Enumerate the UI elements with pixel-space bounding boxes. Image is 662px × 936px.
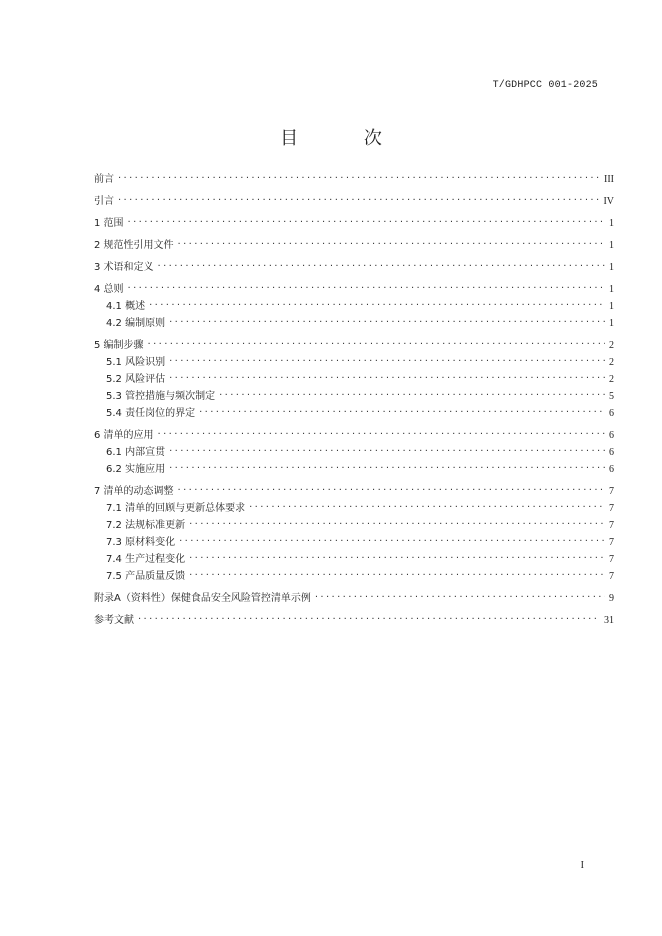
toc-entry-page: 7 — [609, 520, 614, 531]
toc-entry[interactable] — [94, 482, 614, 499]
toc-entry-label: 前言 — [94, 174, 114, 185]
toc-entry[interactable] — [94, 214, 614, 231]
toc-leader-dots — [128, 280, 605, 292]
toc-leader-dots — [199, 404, 605, 416]
toc-entry-page: 1 — [609, 218, 614, 229]
toc-leader-dots — [128, 214, 605, 226]
toc-entry-label: 5.4 责任岗位的界定 — [106, 408, 196, 419]
toc-entry-label: 5.2 风险评估 — [106, 374, 166, 385]
toc-entry-label: 7.1 清单的回顾与更新总体要求 — [106, 503, 246, 514]
toc-leader-dots — [189, 516, 605, 528]
toc-entry-label: 5.3 管控措施与频次制定 — [106, 391, 216, 402]
toc-entry-page: 7 — [609, 503, 614, 514]
document-code: T/GDHPCC 001-2025 — [492, 80, 598, 91]
toc-entry[interactable] — [94, 567, 614, 584]
toc-leader-dots — [118, 192, 599, 204]
toc-entry-page: 9 — [609, 593, 614, 604]
toc-leader-dots — [178, 236, 605, 248]
table-of-contents — [94, 170, 614, 628]
toc-leader-dots — [179, 533, 605, 545]
toc-entry-label: 7.4 生产过程变化 — [106, 554, 186, 565]
toc-leader-dots — [219, 387, 605, 399]
toc-entry[interactable] — [94, 192, 614, 209]
page-title: 目 次 — [280, 128, 412, 149]
toc-leader-dots — [148, 336, 605, 348]
toc-entry-page: 7 — [609, 554, 614, 565]
toc-entry-label: 2 规范性引用文件 — [94, 240, 174, 251]
toc-entry-page: 6 — [609, 408, 614, 419]
toc-entry-label: 4.2 编制原则 — [106, 318, 166, 329]
toc-leader-dots — [138, 611, 600, 623]
toc-entry-page: 6 — [609, 447, 614, 458]
toc-entry-page: 2 — [609, 340, 614, 351]
toc-entry-label: 4 总则 — [94, 284, 124, 295]
toc-entry[interactable] — [94, 404, 614, 421]
toc-entry-page: 5 — [609, 391, 614, 402]
toc-leader-dots — [178, 482, 605, 494]
toc-entry[interactable] — [94, 499, 614, 516]
toc-entry-page: IV — [603, 196, 614, 207]
toc-entry[interactable] — [94, 236, 614, 253]
toc-entry[interactable] — [94, 297, 614, 314]
toc-entry[interactable] — [94, 533, 614, 550]
toc-leader-dots — [169, 443, 605, 455]
toc-entry[interactable] — [94, 370, 614, 387]
toc-entry-label: 4.1 概述 — [106, 301, 146, 312]
toc-entry-page: 1 — [609, 318, 614, 329]
toc-entry[interactable] — [94, 443, 614, 460]
toc-entry-page: 7 — [609, 486, 614, 497]
toc-entry[interactable] — [94, 170, 614, 187]
toc-entry-label: 1 范围 — [94, 218, 124, 229]
toc-entry[interactable] — [94, 611, 614, 628]
toc-entry-label: 3 术语和定义 — [94, 262, 154, 273]
toc-entry[interactable] — [94, 387, 614, 404]
toc-entry[interactable] — [94, 314, 614, 331]
toc-leader-dots — [149, 297, 605, 309]
toc-entry-label: 7.2 法规标准更新 — [106, 520, 186, 531]
toc-entry-page: 1 — [609, 262, 614, 273]
toc-leader-dots — [169, 370, 605, 382]
toc-entry-page: III — [604, 174, 614, 185]
toc-entry-page: 1 — [609, 240, 614, 251]
toc-entry-label: 6 清单的应用 — [94, 430, 154, 441]
toc-entry[interactable] — [94, 516, 614, 533]
toc-entry[interactable] — [94, 550, 614, 567]
toc-leader-dots — [118, 170, 600, 182]
toc-entry-label: 附录A（资料性）保健食品安全风险管控清单示例 — [94, 593, 311, 604]
toc-entry[interactable] — [94, 589, 614, 606]
toc-entry-label: 7.5 产品质量反馈 — [106, 571, 186, 582]
page-number: I — [580, 860, 584, 871]
toc-entry-page: 1 — [609, 284, 614, 295]
toc-entry[interactable] — [94, 353, 614, 370]
toc-entry-label: 5 编制步骤 — [94, 340, 144, 351]
toc-entry-page: 6 — [609, 464, 614, 475]
toc-entry[interactable] — [94, 426, 614, 443]
toc-leader-dots — [158, 426, 605, 438]
toc-leader-dots — [169, 460, 605, 472]
toc-entry-label: 引言 — [94, 196, 114, 207]
toc-entry[interactable] — [94, 460, 614, 477]
toc-entry-page: 2 — [609, 374, 614, 385]
toc-leader-dots — [169, 353, 605, 365]
toc-entry-page: 7 — [609, 537, 614, 548]
toc-entry-label: 6.1 内部宣贯 — [106, 447, 166, 458]
toc-entry-label: 7.3 原材料变化 — [106, 537, 176, 548]
toc-leader-dots — [189, 567, 605, 579]
toc-entry-label: 参考文献 — [94, 615, 134, 626]
toc-entry-page: 7 — [609, 571, 614, 582]
toc-entry-page: 2 — [609, 357, 614, 368]
toc-entry-page: 31 — [604, 615, 614, 626]
toc-entry[interactable] — [94, 280, 614, 297]
toc-leader-dots — [169, 314, 605, 326]
toc-leader-dots — [249, 499, 605, 511]
toc-entry-label: 5.1 风险识别 — [106, 357, 166, 368]
toc-leader-dots — [158, 258, 605, 270]
toc-entry-label: 6.2 实施应用 — [106, 464, 166, 475]
toc-leader-dots — [189, 550, 605, 562]
toc-entry[interactable] — [94, 336, 614, 353]
toc-entry-page: 6 — [609, 430, 614, 441]
toc-leader-dots — [315, 589, 605, 601]
toc-entry-page: 1 — [609, 301, 614, 312]
toc-entry[interactable] — [94, 258, 614, 275]
toc-entry-label: 7 清单的动态调整 — [94, 486, 174, 497]
